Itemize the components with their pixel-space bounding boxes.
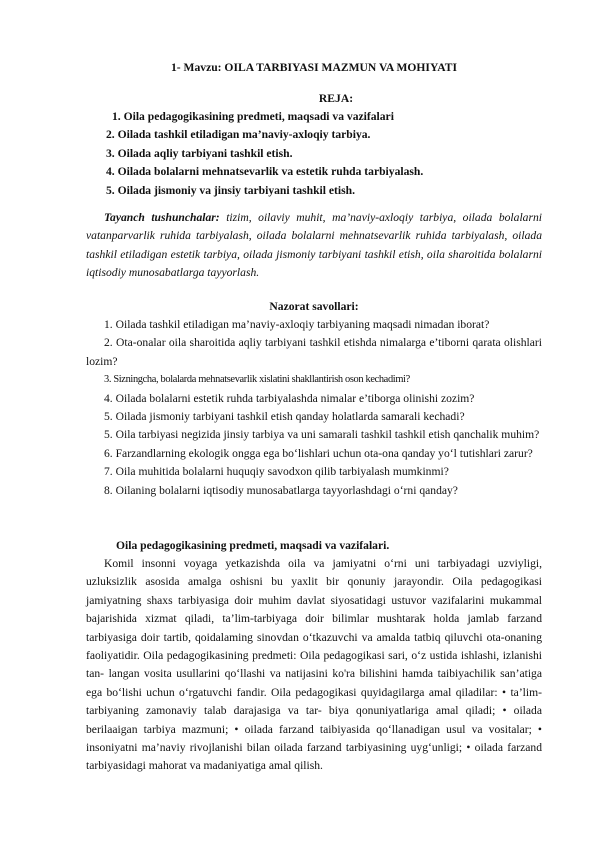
question-item: 3. Sizningcha, bolalarda mehnatsevarlik xislatini shakllantirish oson kechadimi? [104,374,410,386]
document-title: 1- Mavzu: OILA TARBIYASI MAZMUN VA MOHIYATI [170,61,458,74]
question-item: 6. Farzandlarning ekologik ongga ega bo‘lishlari uchun ota-ona qanday yo‘l tutishlari zarur? [104,446,533,460]
key-terms-label: Tayanch tushunchalar: [104,211,220,224]
plan-heading: REJA: [318,92,354,105]
question-item: 4. Oilada bolalarni estetik ruhda tarbiyalashda nimalar e’tiborga olinishi zozim? [104,391,475,405]
questions-heading: Nazorat savollari: [269,300,359,313]
section-heading: Oila pedagogikasining predmeti, maqsadi va vazifalari. [116,539,390,552]
key-terms-text: tizim, oilaviy muhit, ma’naviy-axloqiy tarbiya, oilada bolalarni vatanparvarlik ruhida tarbiyalash, oilada bolalarni mehnatsevarlik ruhida tarbiyalash, oilada tashkil etiladigan estetik tarbiya, oilada jismoniy tarbiyani tashkil etish, oila sharoitida bolalarni iqtisodiy munosabatlarga tayyorlash. [86,211,542,280]
plan-item: 4. Oilada bolalarni mehnatsevarlik va estetik ruhda tarbiyalash. [106,165,424,179]
questions-list [86,316,542,500]
question-item: 5. Oila tarbiyasi negizida jinsiy tarbiya va uni samarali tashkil tashkil etish qanchalik muhim? [104,428,540,442]
plan-item: 1. Oila pedagogikasining predmeti, maqsadi va vazifalari [112,110,394,123]
key-terms-paragraph [86,209,542,283]
plan-item: 5. Oilada jismoniy va jinsiy tarbiyani tashkil etish. [106,183,355,197]
plan-list [106,108,562,200]
plan-item: 2. Oilada tashkil etiladigan ma’naviy-axloqiy tarbiya. [106,128,371,142]
question-item: 2. Ota-onalar oila sharoitida aqliy tarbiyani tashkil etishda nimalarga e’tiborni qarata olishlari lozim? [86,336,542,368]
question-item: 1. Oilada tashkil etiladigan ma’naviy-axloqiy tarbiyaning maqsadi nimadan iborat? [104,318,490,331]
question-item: 7. Oila muhitida bolalarni huquqiy savodxon qilib tarbiyalash mumkinmi? [104,465,449,479]
section-body: Komil insonni voyaga yetkazishda oila va jamiyatni o‘rni uni tarbiyadagi uzviyligi, uzluksizlik asosida amalga oshisni bu yaxlit bir qonuniy jarayondir. Oila pedagogikasi jamiyatning shaxs tarbiyasiga doir muhim davlat siyosatidagi ustuvor vazifalarini mukammal bajarishida xizmat qiladi, ta’lim-tarbiyaga doir bilimlar mushtarak holda jamlab farzand tarbiyasiga doir tartib, qoidalaming sinovdan o‘tkazuvchi va amalda tatbiq qiluvchi ota-onaning faoliyatidir. Oila pedagogikasining predmeti: Oila pedagogikasi sari, o‘z ustida ishlashi, izlanishi tan- langan vosita usullarini qo‘llashi va natijasini ko'ra bilishini hamda taibiyachilik san’atiga ega bo‘lishi uchun o‘rgatuvchi fandir. Oila pedagogikasi quyidagilarga amal qiladilar: • ta’lim-tarbiyaning zamonaviy talab darajasiga va tar- biya qonuniyatlariga amal qiladi; • oilada berilaaigan tarbiya mazmuni; • oilada farzand taibiyasida qo‘llanadigan usul va vositalar; • insoniyatni ma’naviy rivojlanishi bilan oilada farzand tarbiyasining uyg‘unligi; • oilada farzand tarbiyasidagi mahorat va madaniyatiga amal qilish. [86,557,542,773]
question-item: 8. Oilaning bolalarni iqtisodiy munosabatlarga tayyorlashdagi o‘rni qanday? [104,483,458,497]
plan-item: 3. Oilada aqliy tarbiyani tashkil etish. [106,146,293,160]
question-item: 5. Oilada jismoniy tarbiyani tashkil etish qanday holatlarda samarali kechadi? [104,410,465,424]
